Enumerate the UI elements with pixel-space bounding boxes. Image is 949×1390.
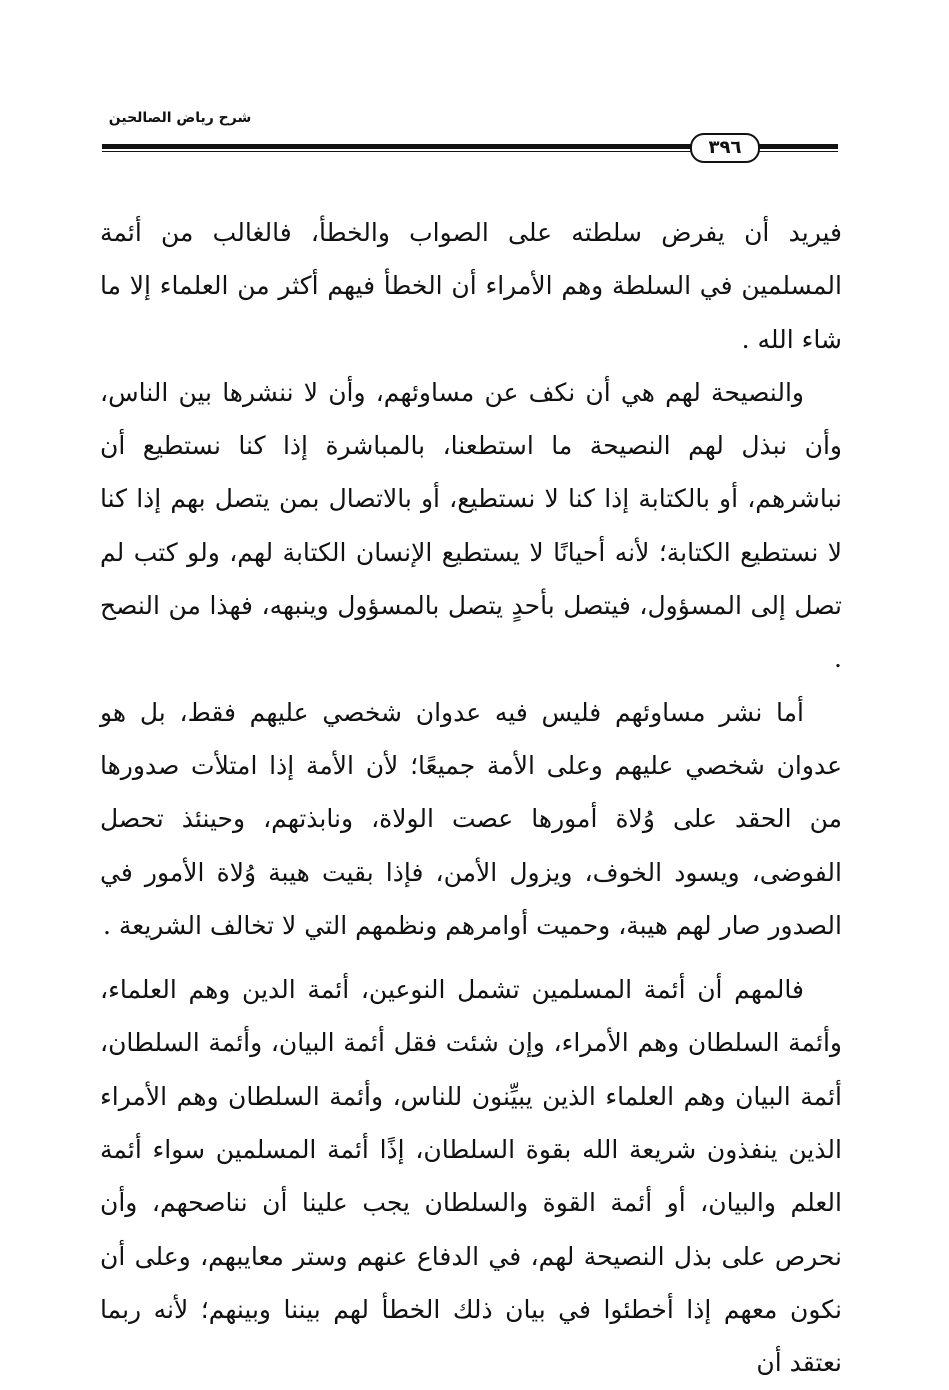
paragraph-1: فيريد أن يفرض سلطته على الصواب والخطأ، فالغالب من أئمة المسلمين في السلطة وهم الأمراء أن الخطأ فيهم أكثر من العلماء إلا ما شاء الله . bbox=[100, 218, 842, 354]
page-body bbox=[100, 206, 842, 1390]
paragraph-2: والنصيحة لهم هي أن نكف عن مساوئهم، وأن لا ننشرها بين الناس، وأن نبذل لهم النصيحة ما استطعنا، بالمباشرة إذا كنا نستطيع أن نباشرهم، أو بالكتابة إذا كنا لا نستطيع، أو بالاتصال بمن يتصل بهم إذا كنا لا نستطيع الكتابة؛ لأنه أحيانًا لا يستطيع الإنسان الكتابة لهم، ولو كتب لم تصل إلى المسؤول، فيتصل بأحدٍ يتصل بالمسؤول وينبهه، فهذا من النصح . bbox=[100, 377, 842, 674]
paragraph-4: فالمهم أن أئمة المسلمين تشمل النوعين، أئمة الدين وهم العلماء، وأئمة السلطان وهم الأمراء، وإن شئت فقل أئمة البيان، وأئمة السلطان، أئمة البيان وهم العلماء الذين يبيِّنون للناس، وأئمة السلطان وهم الأمراء الذين ينفذون شريعة الله بقوة السلطان، إذًا أئمة المسلمين سواء أئمة العلم والبيان، أو أئمة القوة والسلطان يجب علينا أن نناصحهم، وأن نحرص على بذل النصيحة لهم، في الدفاع عنهم وستر معايبهم، وعلى أن نكون معهم إذا أخطئوا في بيان ذلك الخطأ لهم بيننا وبينهم؛ لأنه ربما نعتقد أن bbox=[100, 975, 842, 1378]
paragraph-3: أما نشر مساوئهم فليس فيه عدوان شخصي عليهم فقط، بل هو عدوان شخصي عليهم وعلى الأمة جميعًا؛ لأن الأمة إذا امتلأت صدورها من الحقد على وُلاة أمورها عصت الولاة، ونابذتهم، وحينئذ تحصل الفوضى، ويسود الخوف، ويزول الأمن، فإذا بقيت هيبة وُلاة الأمور في الصدور صار لهم هيبة، وحميت أوامرهم ونظمهم التي لا تخالف الشريعة . bbox=[100, 697, 842, 940]
page-number: ٣٩٦ bbox=[690, 133, 760, 163]
running-title: شرح رياض الصالحين bbox=[108, 110, 252, 126]
